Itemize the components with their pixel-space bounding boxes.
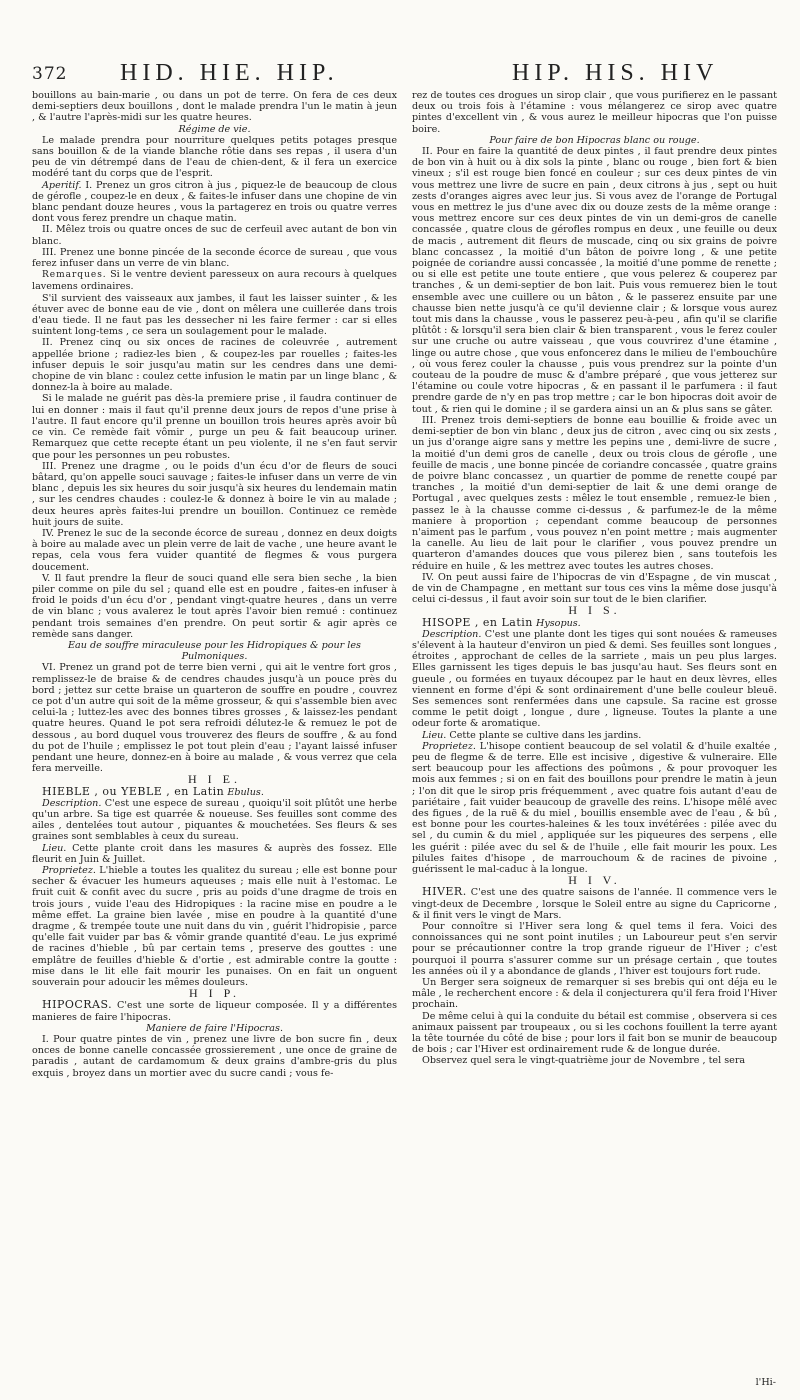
paragraph: III. Prenez une bonne pincée de la seconde écorce de sureau , que vous ferez infuser dans un verre de vin blanc. (32, 246, 397, 270)
entry-title: HIPOCRAS. (42, 998, 113, 1012)
right-column (412, 90, 777, 1067)
section-heading-hiv: H I V. (568, 873, 621, 888)
section-heading-his: H I S. (568, 603, 621, 618)
catchword: l'Hi- (755, 1377, 776, 1388)
paragraph: I. Pour quatre pintes de vin , prenez une livre de bon sucre fin , deux onces de bonne canelle concassée grossierement , une once de graine de paradis , autant de cardamomum & deux grains d'ambre-gris du plus exquis , broyez dans un mortier avec du sucre candi ; vous fe- (32, 1034, 397, 1079)
paragraph: IV. On peut aussi faire de l'hipocras de vin d'Espagne , de vin muscat , de vin de Champagne , en mettant sur tous ces vins la même dose jusqu'à celui ci-dessus , il faut avoir soin sur tout de le bien clarifier. (412, 571, 777, 606)
right-running-head: HIP. HIS. HIV (512, 60, 719, 86)
paragraph: II. Prenez cinq ou six onces de racines de coleuvrée , autrement appellée brione ; radiez-les bien , & coupez-les par rouelles ; faites-les infuser depuis le soir jusqu'au matin sur les cendres dans une demi-chopine de vin blanc : coulez cette infusion le matin par un linge blanc , & donnez-la à boire au malade. (32, 337, 397, 394)
paragraph (32, 843, 397, 865)
entry-hisope (412, 617, 777, 629)
paragraph: V. Il faut prendre la fleur de souci quand elle sera bien seche , la bien piler comme on pile du sel ; quand elle est en poudre , faites-en infuser à froid le poids d'un écu d'or , pendant vingt-quatre heures , dans un verre de vin blanc ; vous avalerez le tout après l'avoir bien remué : continuez pendant trois semaines d'en prendre. On peut sortir & agir après ce remède sans danger. (32, 572, 397, 640)
paragraph: II. Pour en faire la quantité de deux pintes , il faut prendre deux pintes de bon vin à huit ou à dix sols la pinte , blanc ou rouge , bien fort & bien vineux ; s'il est rouge bien foncé en couleur ; sur ces deux pintes de vin vous mettrez une livre de sucre en pain , deux citrons à jus , sept ou huit zests d'oranges aigres avec leur jus. Si vous avez de l'orange de Portugal vous en mettrez le jus d'une avec dix ou douze zests de la même orange : vous mettrez encore sur ces deux pintes de vin un demi-gros de canelle concassée , quatre clous de gérofles rompus en deux , une feuille ou deux de macis , autrement dit fleurs de muscade, cinq ou six grains de poivre blanc concassez , la moitié d'un bâton de poivre long , & une petite poignée de coriandre aussi concassée , la moitié d'une pomme de renette ; ou si elle est petite une toute entiere , que vous pelerez & couperez par tranches , & un demi-septier de bon lait. Puis vous remuerez bien le tout ensemble avec une cuillere ou un bâton , & le passerez ensuite par une chausse bien nette jusqu'à ce qu'il devienne clair ; & lorsque vous aurez tout mis dans la chausse , vous le passerez peu-à-peu , afin qu'il se clarifie plûtôt : & lorsqu'il sera bien clair & bien transparent , vous le ferez couler sur une cruche ou autre vaisseau , que vous couvrirez d'une étamine , linge ou autre chose , que vous enfoncerez dans le milieu de l'embouchûre , où vous ferez couler la chausse , puis vous prendrez sur la pointe d'un couteau de la poudre de musc & d'ambre préparé , que vous jetterez sur l'étamine ou coule votre hipocras , & en passant il le parfumera : il faut prendre garde de n'y en pas trop mettre ; car le bon hipocras doit avoir de tout , & rien qui le domine ; il se gardera ainsi un an & plus sans se gâter. (412, 146, 777, 415)
entry-title: HISOPE , en Latin (422, 615, 533, 629)
paragraph: III. Prenez une dragme , ou le poids d'un écu d'or de fleurs de souci bâtard, qu'on appelle souci sauvage ; faites-le infuser dans un verre de vin blanc , depuis les six heures du soir jusqu'à six heures du lendemain matin , sur les cendres chaudes : coulez-le & donnez à boire le vin au malade ; deux heures après faites-lui prendre un bouillon. Continuez ce remède huit jours de suite. (32, 460, 397, 528)
paragraph: IV. Prenez le suc de la seconde écorce de sureau , donnez en deux doigts à boire au malade avec un plein verre de lait de vache , une heure avant le repas, cela vous fera vuider quantité de flegmes & vous purgera doucement. (32, 527, 397, 573)
entry-hiver (412, 886, 777, 921)
paragraph-text: Cette plante se cultive dans les jardins. (446, 729, 642, 741)
paragraph (32, 798, 397, 843)
label-description: Description. (42, 797, 102, 809)
paragraph (32, 180, 397, 225)
paragraph: S'il survient des vaisseaux aux jambes, il faut les laisser suinter , & les étuver avec de bonne eau de vie , dont on mêlera une cuillerée dans trois d'eau tiede. Il ne faut pas les dessecher ni les faire fermer : car si elles suintent long-tems , ce sera un soulagement pour le malade. (32, 292, 397, 338)
paragraph (32, 269, 397, 292)
label-remarques: Remarques. (42, 270, 107, 281)
subheading-hipocras-blanc: Pour faire de bon Hipocras blanc ou rouge. (489, 134, 700, 146)
paragraph (412, 741, 777, 875)
entry-hieble (32, 786, 397, 798)
paragraph: III. Prenez trois demi-septiers de bonne eau bouillie & froide avec un demi-septier de bon vin blanc , deux jus de citron , avec cinq ou six zests , un jus d'orange aigre sans y mettre les pepins une , demi-livre de sucre , la moitié d'un demi gros de canelle , deux ou trois clous de gérofle , une feuille de macis , une bonne pincée de coriandre concassée , quatre grains de poivre blanc concassez , un quartier de pomme de renette coupé par tranches , la moitié d'un demi-septier de lait & une demi orange de Portugal , avec quelques zests : mêlez le tout ensemble , remuez-le bien , passez le à la chausse comme ci-dessus , & parfumez-le de la même maniere à proportion ; cependant comme beaucoup de personnes n'aiment pas le parfum , vous pouvez n'en point mettre ; mais augmenter la canelle. Au lieu de lait pour le clarifier , vous pouvez prendre un quarteron d'amandes douces que vous pilerez bien , sans toutefois les réduire en huile , & les mettrez avec toutes les autres choses. (412, 414, 777, 572)
label-aperitif: Aperitif. (42, 179, 82, 191)
page-header (0, 60, 800, 90)
left-running-head: HID. HIE. HIP. (120, 60, 339, 86)
paragraph: VI. Prenez un grand pot de terre bien verni , qui ait le ventre fort gros , remplissez-le de braise & de cendres chaudes jusqu'à un pouce près du bord ; jettez sur cette braise un quarteron de souffre en poudre , couvrez ce pot d'un autre qui soit de la même grosseur, & qui s'assemble bien avec celui-la ; luttez-les avec des bonnes tibres grosses , & laissez-les pendant quatre heures. Quand le pot sera refroidi délutez-le & remuez le pot de dessous , au bord duquel vous trouverez des fleurs de souffre , & au fond du pot de l'huile ; emplissez le pot tout plein d'eau ; l'ayant laissé infuser pendant une heure, donnez-en à boire au malade , & vous verrez que cela fera merveille. (32, 662, 397, 775)
paragraph: II. Mêlez trois ou quatre onces de suc de cerfeuil avec autant de bon vin blanc. (32, 224, 397, 247)
entry-hipocras (32, 999, 397, 1022)
paragraph-text: L'hisope contient beaucoup de sel volatil & d'huile exaltée , peu de flegme & de terre. Elle est incisive , digestive & vulneraire. Elle sert beaucoup pour les affections des poûmons , & pour provoquer les mois aux femmes ; si on en fait des bouillons pour prendre le matin à jeun ; l'on dit que le sirop pris fréquemment , avec quatre fois autant d'eau de pariétaire , fait vuider beaucoup de gravelle des reins. L'hisope mêlé avec des figues , de la ruë & du miel , bouillis ensemble avec de l'eau , & bû , est bonne pour les courtes-haleines & les toux invétérées : pilée avec du sel , du cumin & du miel , appliquée sur les piqueures des serpens , elle les guérit : pilée avec du sel & de l'huile , elle fait mourir les poux. Les pilules faites d'hisope , de marrouchoum & de racines de pivoine , guérissent le mal-caduc à la longue. (412, 740, 777, 876)
latin-name: Ebulus. (227, 786, 264, 798)
paragraph-text: C'est une espece de sureau , quoiqu'il soit plûtôt une herbe qu'un arbre. Sa tige est quarrée & noueuse. Ses feuilles sont comme des ailes , dentelées tout autour , piquantes & mouchetées. Ses fleurs & ses graines sont semblables à ceux du sureau. (32, 797, 397, 843)
paragraph: Si le malade ne guérit pas dès-la premiere prise , il faudra continuer de lui en donner : mais il faut qu'il prenne deux jours de repos d'une prise à l'autre. Il faut encore qu'il prenne un bouillon trois heures après avoir bû ce vin. Ce remède fait vômir , purge un peu & fait beaucoup uriner. Remarquez que cette recepte étant un peu violente, il ne s'en faut servir que pour les personnes un peu robustes. (32, 393, 397, 461)
paragraph: bouillons au bain-marie , ou dans un pot de terre. On fera de ces deux demi-septiers deux bouillons , dont le malade prendra l'un le matin à jeun , & l'autre l'après-midi sur les quatre heures. (32, 90, 397, 124)
paragraph-text: C'est une des quatre saisons de l'année. Il commence vers le vingt-deux de Decembre , lorsque le Soleil entre au signe du Capricorne , & il finit vers le vingt de Mars. (412, 887, 777, 921)
paragraph (412, 730, 777, 741)
latin-name: Hysopus. (535, 617, 581, 629)
section-heading-hie: H I E. (188, 772, 241, 787)
paragraph-text: L'hieble a toutes les qualitez du sureau ; elle est bonne pour secher & évacuer les humeurs aqueuses ; mais elle nuit à l'estomac. Le fruit cuit & confit avec du sucre , pris au poids d'une dragme de trois en trois jours , vuide l'eau des Hidropiques : la racine mise en poudre a le même effet. La graine bien lavée , mise en poudre à la quantité d'une dragme , & trempée toute une nuit dans du vin , guérit l'hidropisie , parce qu'elle fait vuider par bas & vômir grande quantité d'eau. Le jus exprimé de racines d'hieble , bû par certain tems , preserve des gouttes : une emplâtre de feuilles d'hieble & d'ortie , est admirable contre la goutte : mise dans le lit elle fait mourir les punaises. On en fait un onguent souverain pour adoucir les mêmes douleurs. (32, 865, 397, 989)
paragraph-text: Si le ventre devient paresseux on aura recours à quelques lavemens ordinaires. (32, 269, 397, 293)
paragraph: Le malade prendra pour nourriture quelques petits potages presque sans bouillon & de la viande blanche rôtie dans ses repas , il usera d'un peu de vin détrempé dans de l'eau de chien-dent, & il fera un exercice modéré tant du corps que de l'esprit. (32, 134, 397, 180)
paragraph: Pour connoître si l'Hiver sera long & quel tems il fera. Voici des connoissances qui ne sont point inutiles ; un Laboureur peut s'en servir pour se précautionner contre la trop grande rigueur de l'Hiver ; c'est pourquoi il pourra s'assurer comme sur un présage certain , que toutes les années où il y a abondance de glands , l'hiver est toujours fort rude. (412, 921, 777, 977)
subheading-maniere: Maniere de faire l'Hipocras. (145, 1022, 283, 1034)
label-description: Description. (422, 628, 482, 640)
paragraph-text: I. Prenez un gros citron à jus , piquez-le de beaucoup de clous de gérofle , coupez-le en deux , & faites-le infuser dans une chopine de vin blanc pendant douze heures , vous la partagerez en trois ou quatre verres dont vous ferez prendre un chaque matin. (32, 179, 397, 225)
label-lieu: Lieu. (422, 729, 447, 741)
label-proprietez: Proprietez. (422, 740, 476, 752)
section-heading-hip: H I P. (188, 986, 240, 1001)
paragraph: Observez quel sera le vingt-quatrième jour de Novembre , tel sera (422, 1055, 746, 1067)
entry-title: HIEBLE , ou YEBLE , en Latin (42, 784, 225, 798)
paragraph (32, 865, 397, 988)
page-number: 372 (32, 64, 68, 84)
label-lieu: Lieu. (42, 842, 67, 854)
left-column (32, 90, 397, 1079)
paragraph-text: Cette plante croit dans les masures & auprès des fossez. Elle fleurit en Juin & Juillet. (32, 842, 397, 865)
label-proprietez: Proprietez. (42, 865, 96, 877)
paragraph (412, 629, 777, 730)
paragraph: Un Berger sera soigneux de remarquer si ses brebis qui ont déja eu le mâle , le recherchent encore : & dela il conjecturera qu'il fera froid l'Hiver prochain. (412, 977, 777, 1011)
subheading-eau-de-souffre: Eau de souffre miraculeuse pour les Hidropiques & pour les Pulmoniques. (68, 639, 361, 663)
subheading-regime: Régime de vie. (178, 123, 251, 135)
paragraph: rez de toutes ces drogues un sirop clair , que vous purifierez en le passant deux ou trois fois à l'étamine : vous mélangerez ce sirop avec quatre pintes d'excellent vin , & vous aurez le meilleur hipocras que l'on puisse boire. (412, 90, 777, 135)
paragraph-text: C'est une plante dont les tiges qui sont nouées & rameuses s'élevent à la hauteur d'environ un pied & demi. Ses feuilles sont longues , étroites , approchant de celles de la sarriete , mais un peu plus larges. Elles garnissent les tiges depuis le bas jusqu'au haut. Ses fleurs sont en gueule , ou formées en tuyaux découpez par le haut en deux lèvres, elles viennent en forme d'épi & sont ordinairement d'une belle couleur bleuë. Ses semences sont renfermées dans une capsule. Sa racine est grosse comme le petit doigt , longue , dure , ligneuse. Toutes la plante a une odeur forte & aromatique. (412, 628, 777, 730)
paragraph: De même celui à qui la conduite du bétail est commise , observera si ces animaux paissent par troupeaux , ou si les cochons fouillent la terre ayant la tête tournée du côté de bise ; pour lors il fait bon se munir de beaucoup de bois ; car l'Hiver est ordinairement rude & de longue durée. (412, 1010, 777, 1056)
entry-title: HIVER. (422, 885, 467, 899)
paragraph-text: C'est une sorte de liqueur composée. Il y a différentes manieres de faire l'hipocras. (32, 1000, 397, 1023)
